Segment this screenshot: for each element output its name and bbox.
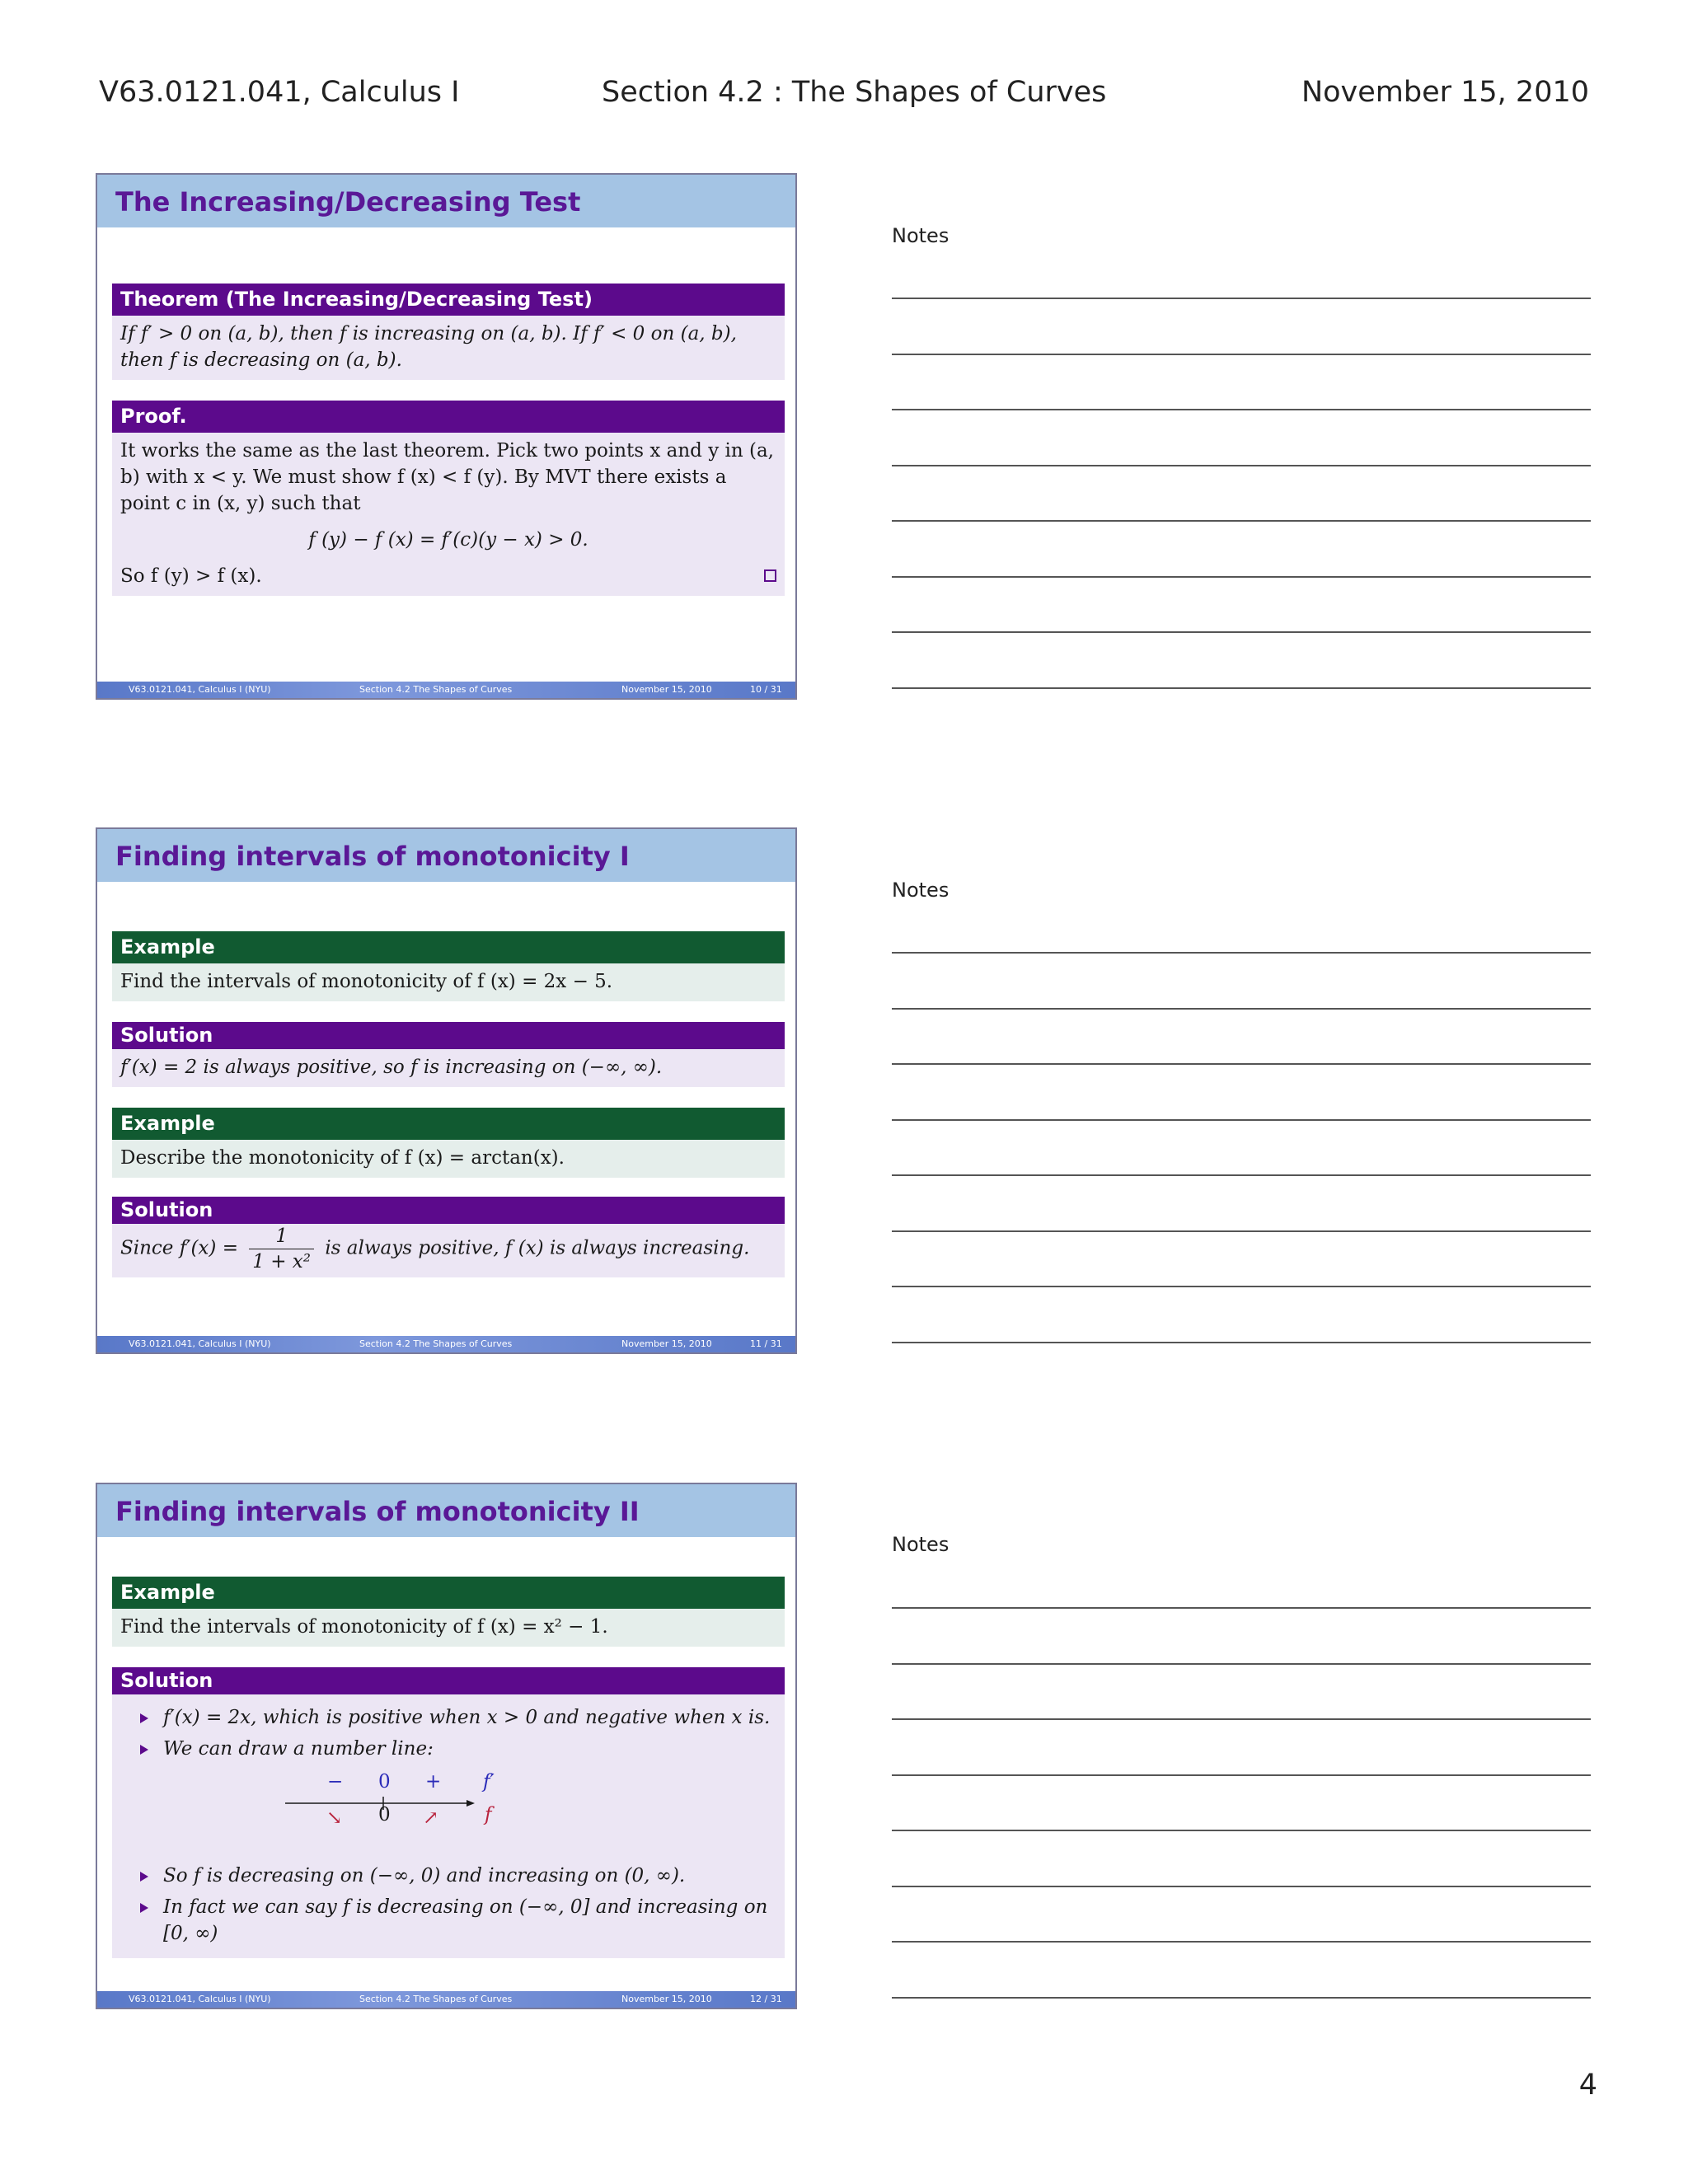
bullet-text: In fact we can say f is decreasing on (−∞, 0] and increasing on [0, ∞) <box>163 1896 768 1944</box>
note-line <box>892 1230 1591 1232</box>
theorem-heading: Theorem (The Increasing/Decreasing Test) <box>112 284 785 316</box>
solution-bullets <box>120 1704 776 1762</box>
footer-page: 10 / 31 <box>750 684 782 695</box>
footer-page: 12 / 31 <box>750 1994 782 2004</box>
solution-body: f′(x) = 2 is always positive, so f is increasing on (−∞, ∞). <box>112 1049 785 1087</box>
note-line <box>892 1718 1591 1720</box>
bullet-text: f′(x) = 2x, which is positive when x > 0 and negative when x is. <box>163 1707 771 1728</box>
solution-block <box>112 1197 785 1277</box>
header-section: Section 4.2 : The Shapes of Curves <box>602 76 1107 109</box>
note-line <box>892 1997 1591 1999</box>
note-line <box>892 1663 1591 1665</box>
note-line <box>892 409 1591 410</box>
bullet-item <box>137 1863 776 1889</box>
header-date: November 15, 2010 <box>1301 76 1589 109</box>
slide-title: Finding intervals of monotonicity II <box>97 1484 795 1537</box>
example-heading: Example <box>112 931 785 963</box>
decreasing-arrow-icon: ↘ <box>326 1807 343 1829</box>
example-heading: Example <box>112 1577 785 1609</box>
solution-heading: Solution <box>112 1022 785 1049</box>
slide-footer <box>97 1336 795 1352</box>
zero-label-function: 0 <box>378 1804 391 1825</box>
proof-body <box>112 433 785 596</box>
header-course: V63.0121.041, Calculus I <box>99 76 460 109</box>
footer-section: Section 4.2 The Shapes of Curves <box>359 684 513 695</box>
note-line <box>892 1830 1591 1831</box>
theorem-block <box>112 284 785 380</box>
note-line <box>892 1119 1591 1121</box>
note-line <box>892 1063 1591 1065</box>
increasing-arrow-icon: ↗ <box>423 1807 439 1829</box>
solution-prefix: Since f′(x) = <box>120 1237 238 1259</box>
solution-body <box>112 1694 785 1958</box>
zero-label-derivative: 0 <box>378 1771 391 1793</box>
bullet-triangle-icon <box>140 1713 148 1723</box>
footer-course: V63.0121.041, Calculus I (NYU) <box>129 1338 271 1349</box>
bullet-item <box>137 1894 776 1947</box>
f-label: f <box>485 1804 492 1825</box>
note-line <box>892 576 1591 578</box>
bullet-text: So f is decreasing on (−∞, 0) and increasing on (0, ∞). <box>163 1865 686 1886</box>
note-line <box>892 952 1591 954</box>
note-line <box>892 1774 1591 1776</box>
sign-minus: − <box>327 1771 344 1793</box>
note-line <box>892 1342 1591 1343</box>
fraction <box>249 1224 314 1274</box>
proof-conclusion: So f (y) > f (x). <box>120 565 262 587</box>
proof-text: It works the same as the last theorem. Pick two points x and y in (a, b) with x < y. We must show f (x) < f (y). By MVT there exists a point c in (x, y) such that <box>120 440 774 514</box>
footer-course: V63.0121.041, Calculus I (NYU) <box>129 1994 271 2004</box>
note-line <box>892 1607 1591 1609</box>
sign-plus: + <box>425 1771 442 1793</box>
notes-label: Notes <box>892 224 950 247</box>
solution-heading: Solution <box>112 1197 785 1224</box>
notes-label: Notes <box>892 1533 950 1556</box>
slide-monotonicity-two <box>96 1483 797 2009</box>
bullet-triangle-icon <box>140 1903 148 1913</box>
proof-heading: Proof. <box>112 401 785 433</box>
example-body: Find the intervals of monotonicity of f (x) = x² − 1. <box>112 1609 785 1647</box>
solution-block <box>112 1022 785 1087</box>
slide-footer <box>97 1991 795 2008</box>
qed-square-icon <box>764 569 776 582</box>
number-line-diagram <box>120 1767 776 1840</box>
note-line <box>892 1008 1591 1010</box>
example-block <box>112 931 785 1001</box>
slide-title: Finding intervals of monotonicity I <box>97 829 795 882</box>
fprime-label: f′ <box>483 1771 495 1793</box>
bullet-item <box>137 1736 776 1762</box>
note-line <box>892 354 1591 355</box>
footer-date: November 15, 2010 <box>621 1994 712 2004</box>
proof-conclusion-row <box>120 563 776 589</box>
note-line <box>892 631 1591 633</box>
note-line <box>892 1941 1591 1943</box>
slide-increasing-decreasing-test <box>96 173 797 700</box>
fraction-denominator: 1 + x² <box>252 1251 311 1272</box>
bullet-triangle-icon <box>140 1872 148 1882</box>
footer-date: November 15, 2010 <box>621 684 712 695</box>
bullet-item <box>137 1704 776 1731</box>
solution-suffix: is always positive, f (x) is always increasing. <box>325 1237 750 1259</box>
fraction-numerator: 1 <box>249 1224 314 1249</box>
example-body: Find the intervals of monotonicity of f (x) = 2x − 5. <box>112 963 785 1001</box>
solution-bullets <box>120 1863 776 1947</box>
solution-heading: Solution <box>112 1667 785 1694</box>
slide-title: The Increasing/Decreasing Test <box>97 175 795 227</box>
example-body: Describe the monotonicity of f (x) = arctan(x). <box>112 1140 785 1178</box>
example-block <box>112 1108 785 1178</box>
note-line <box>892 298 1591 299</box>
note-line <box>892 1174 1591 1176</box>
bullet-text: We can draw a number line: <box>163 1738 434 1760</box>
note-line <box>892 1286 1591 1287</box>
footer-course: V63.0121.041, Calculus I (NYU) <box>129 684 271 695</box>
notes-label: Notes <box>892 879 950 902</box>
footer-page: 11 / 31 <box>750 1338 782 1349</box>
note-line <box>892 465 1591 466</box>
slide-monotonicity-one <box>96 827 797 1354</box>
theorem-body: If f′ > 0 on (a, b), then f is increasing on (a, b). If f′ < 0 on (a, b), then f is decreasing on (a, b). <box>112 316 785 380</box>
example-heading: Example <box>112 1108 785 1140</box>
note-line <box>892 687 1591 689</box>
footer-date: November 15, 2010 <box>621 1338 712 1349</box>
example-block <box>112 1577 785 1647</box>
slide-footer <box>97 682 795 698</box>
bullet-triangle-icon <box>140 1745 148 1755</box>
footer-section: Section 4.2 The Shapes of Curves <box>359 1994 513 2004</box>
number-line-axis <box>120 1767 776 1840</box>
note-line <box>892 520 1591 522</box>
footer-section: Section 4.2 The Shapes of Curves <box>359 1338 513 1349</box>
note-line <box>892 1886 1591 1887</box>
proof-equation: f (y) − f (x) = f′(c)(y − x) > 0. <box>308 529 588 551</box>
solution-body <box>112 1224 785 1277</box>
proof-block <box>112 401 785 596</box>
solution-block <box>112 1667 785 1958</box>
page-number: 4 <box>1578 2069 1597 2102</box>
